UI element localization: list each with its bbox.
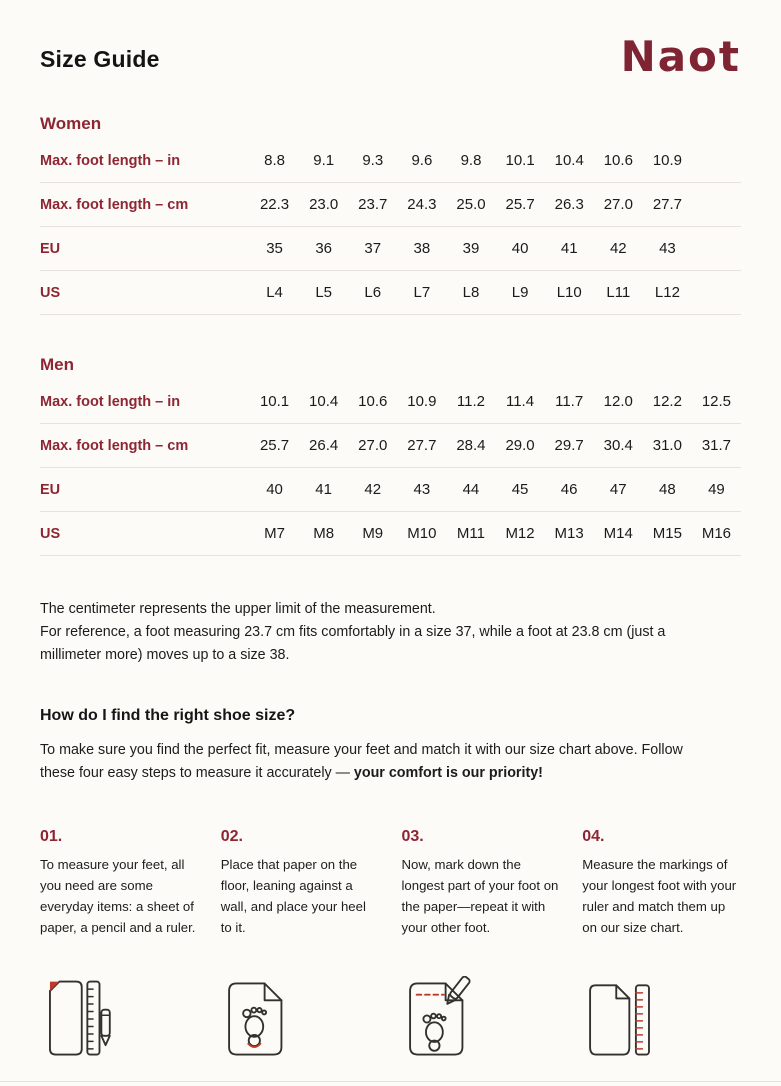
size-value: 23.7 [358,196,388,214]
size-value: 8.8 [264,152,285,170]
size-value: 27.0 [603,196,633,214]
row-values [250,393,741,410]
row-label: EU [40,240,61,257]
size-value: 27.0 [358,437,388,455]
size-value: 30.4 [603,437,633,455]
size-value: 25.7 [259,437,290,455]
size-value: 31.0 [652,437,682,455]
size-value: L6 [364,284,382,302]
size-value: 47 [609,481,627,499]
bottom-divider [0,1081,781,1082]
size-value: 40 [511,240,529,258]
size-value: M7 [264,525,285,543]
size-value: 10.9 [407,393,437,411]
paper-ruler-icon [582,974,741,1062]
men-size-table [40,355,741,556]
size-value: 10.1 [259,393,290,411]
step-1-number: 01. [40,827,63,845]
men-rows [40,380,741,556]
size-row [40,271,741,315]
step-1 [40,828,199,1062]
size-value: 44 [462,481,480,499]
size-row [40,512,741,556]
paper-ruler-pencil-icon [40,974,199,1062]
size-value: M8 [313,525,335,543]
size-value: 41 [315,481,332,499]
row-values [250,284,741,301]
size-value: 25.0 [456,196,486,214]
size-value: 41 [560,240,578,258]
size-value: L10 [556,284,582,302]
women-size-table [40,114,741,315]
step-1-text: To measure your feet, all you need are some everyday items: a sheet of paper, a pencil and a ruler. [40,856,196,936]
size-value: L5 [315,284,332,302]
size-value: 9.3 [362,152,384,170]
size-value: 11.2 [456,393,485,411]
how-to-section [40,707,741,786]
size-value: 26.3 [554,196,584,214]
size-value: L4 [266,284,283,302]
row-label: Max. foot length – cm [40,196,189,213]
paper-footprint-icon [221,974,380,1062]
size-row [40,227,741,271]
row-label: Max. foot length – in [40,152,181,169]
step-3 [402,828,561,1062]
size-value: 35 [266,240,283,258]
size-value: 26.4 [309,437,339,455]
size-value: M15 [652,525,682,543]
size-value: 42 [609,240,627,258]
size-value: 12.0 [603,393,633,411]
size-value: 23.0 [309,196,339,214]
measurement-steps [40,828,741,1062]
size-value: L12 [654,284,680,302]
size-value: 10.9 [652,152,683,170]
size-value: 9.6 [411,152,433,170]
size-value: 11.7 [555,393,584,411]
brand-logo: Naot [620,32,741,81]
how-to-intro-bold: your comfort is our priority! [353,765,543,782]
size-value: 45 [511,481,529,499]
how-to-intro [40,739,695,786]
how-to-heading: How do I find the right shoe size? [40,706,296,724]
size-value: 42 [364,481,382,499]
size-value: L7 [413,284,431,302]
step-3-number: 03. [401,827,424,845]
size-row [40,424,741,468]
size-value: L8 [462,284,480,302]
step-2-number: 02. [220,827,243,845]
row-values [250,196,741,213]
size-value: 29.7 [554,437,584,455]
size-value: L11 [606,284,631,302]
size-value: M10 [407,525,437,543]
size-value: 29.0 [505,437,535,455]
size-value: 9.8 [460,152,482,170]
size-value: 25.7 [505,196,535,214]
size-value: 10.6 [358,393,388,411]
size-value: M11 [456,525,485,543]
note-line-2: For reference, a foot measuring 23.7 cm fits comfortably in a size 37, while a foot at 23.8 cm (just a millimeter more) moves up to a size 38. [40,624,666,663]
size-value: 27.7 [407,437,437,455]
size-value: 24.3 [407,196,437,214]
size-value: M12 [505,525,535,543]
size-value: 27.7 [652,196,683,214]
size-value: 37 [364,240,382,258]
measurement-notes [40,598,685,667]
row-values [250,240,741,257]
size-value: 10.4 [554,152,584,170]
step-3-text: Now, mark down the longest part of your foot on the paper—repeat it with your other foot. [401,856,559,936]
size-value: 43 [413,481,431,499]
step-4 [582,828,741,1062]
size-row [40,139,741,183]
size-value: 22.3 [259,196,290,214]
note-line-1: The centimeter represents the upper limit of the measurement. [40,601,436,618]
size-value: 10.1 [505,152,535,170]
row-label: US [40,284,61,301]
size-value: 28.4 [456,437,486,455]
size-value: 11.4 [505,393,535,411]
size-value: M9 [362,525,384,543]
step-4-text: Measure the markings of your longest foot with your ruler and match them up on our size chart. [582,856,737,936]
row-label: Max. foot length – in [40,393,181,410]
page-title: Size Guide [40,46,160,72]
size-value: 31.7 [701,437,732,455]
row-label: Max. foot length – cm [40,437,189,454]
row-values [250,152,741,169]
size-value: 10.4 [309,393,339,411]
size-value: M16 [701,525,732,543]
size-value: M14 [603,525,633,543]
row-values [250,437,741,454]
men-heading: Men [40,355,74,375]
size-value: 9.1 [313,152,335,170]
size-row [40,468,741,512]
header [40,34,741,80]
row-values [250,481,741,498]
size-row [40,380,741,424]
size-value: 36 [315,240,332,258]
size-value: L9 [511,284,529,302]
row-values [250,525,741,542]
step-4-number: 04. [582,827,605,845]
size-value: 12.2 [652,393,682,411]
size-value: 49 [708,481,725,499]
size-value: 12.5 [701,393,732,411]
size-value: M13 [554,525,584,543]
row-label: EU [40,481,61,498]
size-value: 48 [659,481,676,499]
size-value: 40 [266,481,283,499]
size-value: 46 [560,481,578,499]
women-rows [40,139,741,315]
size-value: 10.6 [603,152,633,170]
step-2-text: Place that paper on the floor, leaning against a wall, and place your heel to it. [220,856,366,936]
size-value: 38 [413,240,431,258]
size-value: 39 [462,240,480,258]
step-2 [221,828,380,1062]
women-heading: Women [40,114,102,134]
paper-footprint-pencil-icon [402,974,561,1062]
row-label: US [40,525,61,542]
size-value: 43 [659,240,676,258]
size-row [40,183,741,227]
how-to-intro-text: To make sure you find the perfect fit, measure your feet and match it with our size chart above. Follow these four easy steps to measure it accurately — [40,741,683,782]
